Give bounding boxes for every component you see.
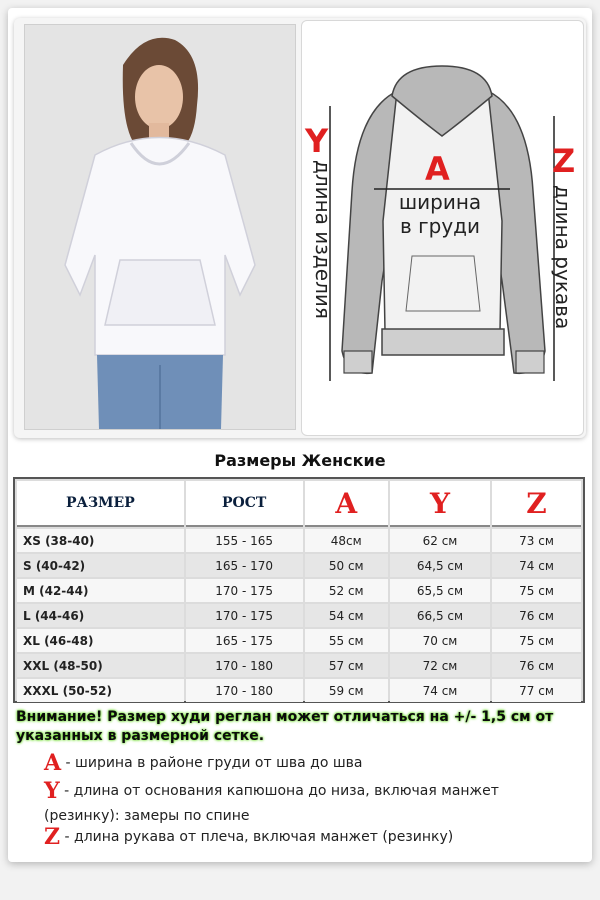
cell-z: 74 см xyxy=(492,554,581,577)
letter-z-label: Z xyxy=(552,142,576,180)
cell-size: M (42-44) xyxy=(17,579,184,602)
legend-a xyxy=(44,752,564,774)
header-a: A xyxy=(305,481,388,527)
cell-size: XS (38-40) xyxy=(17,529,184,552)
legend-y-continued xyxy=(44,805,564,827)
chest-label-line1: ширина xyxy=(398,190,482,214)
cell-a: 57 см xyxy=(305,654,388,677)
legend-y-text2: (резинку): замеры по спине xyxy=(44,808,250,824)
legend-z-text: - длина рукава от плеча, включая манжет (резинку) xyxy=(64,829,454,845)
cell-height: 170 - 180 xyxy=(186,654,303,677)
size-chart-title: Размеры Женские xyxy=(214,451,386,470)
legend-y xyxy=(44,780,564,802)
cell-a: 48см xyxy=(305,529,388,552)
cell-z: 76 см xyxy=(492,654,581,677)
table-row xyxy=(17,529,581,552)
size-warning: Внимание! Размер худи реглан может отличаться на +/- 1,5 см от указанных в размерной сетке. xyxy=(16,709,554,744)
cell-z: 77 см xyxy=(492,679,581,702)
cell-height: 165 - 170 xyxy=(186,554,303,577)
table-row xyxy=(17,629,581,652)
cell-z: 76 см xyxy=(492,604,581,627)
cell-z: 73 см xyxy=(492,529,581,552)
cell-a: 52 см xyxy=(305,579,388,602)
cell-y: 62 см xyxy=(390,529,490,552)
cell-a: 50 см xyxy=(305,554,388,577)
cell-height: 170 - 175 xyxy=(186,579,303,602)
cell-y: 70 см xyxy=(390,629,490,652)
table-row xyxy=(17,579,581,602)
sleeve-vertical-label: длина рукава xyxy=(551,185,575,330)
table-row xyxy=(17,654,581,677)
chest-label-line2: в груди xyxy=(399,214,480,238)
header-z: Z xyxy=(492,481,581,527)
legend-a-text: - ширина в районе груди от шва до шва xyxy=(65,755,363,771)
table-row xyxy=(17,554,581,577)
letter-y-label: Y xyxy=(305,122,329,160)
header-y: Y xyxy=(390,481,490,527)
cell-size: S (40-42) xyxy=(17,554,184,577)
cell-size: XXL (48-50) xyxy=(17,654,184,677)
size-table xyxy=(13,477,585,703)
cell-height: 170 - 175 xyxy=(186,604,303,627)
header-size: РАЗМЕР xyxy=(17,481,184,527)
legend-a-letter: A xyxy=(44,750,62,776)
cell-z: 75 см xyxy=(492,579,581,602)
cell-a: 54 см xyxy=(305,604,388,627)
cell-y: 72 см xyxy=(390,654,490,677)
table-header-row xyxy=(17,481,581,527)
cell-size: XL (46-48) xyxy=(17,629,184,652)
cell-a: 59 см xyxy=(305,679,388,702)
cell-size: XXXL (50-52) xyxy=(17,679,184,702)
cell-height: 155 - 165 xyxy=(186,529,303,552)
model-illustration xyxy=(25,25,295,429)
cell-y: 65,5 см xyxy=(390,579,490,602)
cell-y: 64,5 см xyxy=(390,554,490,577)
legend-z xyxy=(44,826,564,848)
cell-y: 66,5 см xyxy=(390,604,490,627)
cell-y: 74 см xyxy=(390,679,490,702)
cell-size: L (44-46) xyxy=(17,604,184,627)
header-height: РОСТ xyxy=(186,481,303,527)
cell-height: 165 - 175 xyxy=(186,629,303,652)
model-photo xyxy=(24,24,296,430)
cell-z: 75 см xyxy=(492,629,581,652)
cell-a: 55 см xyxy=(305,629,388,652)
table-row xyxy=(17,679,581,702)
legend-y-text: - длина от основания капюшона до низа, включая манжет xyxy=(64,783,499,799)
length-vertical-label: длина изделия xyxy=(311,160,335,319)
legend-z-letter: Z xyxy=(44,824,61,850)
letter-a-label: A xyxy=(425,150,450,188)
table-row xyxy=(17,604,581,627)
legend-y-letter: Y xyxy=(44,778,60,804)
cell-height: 170 - 180 xyxy=(186,679,303,702)
